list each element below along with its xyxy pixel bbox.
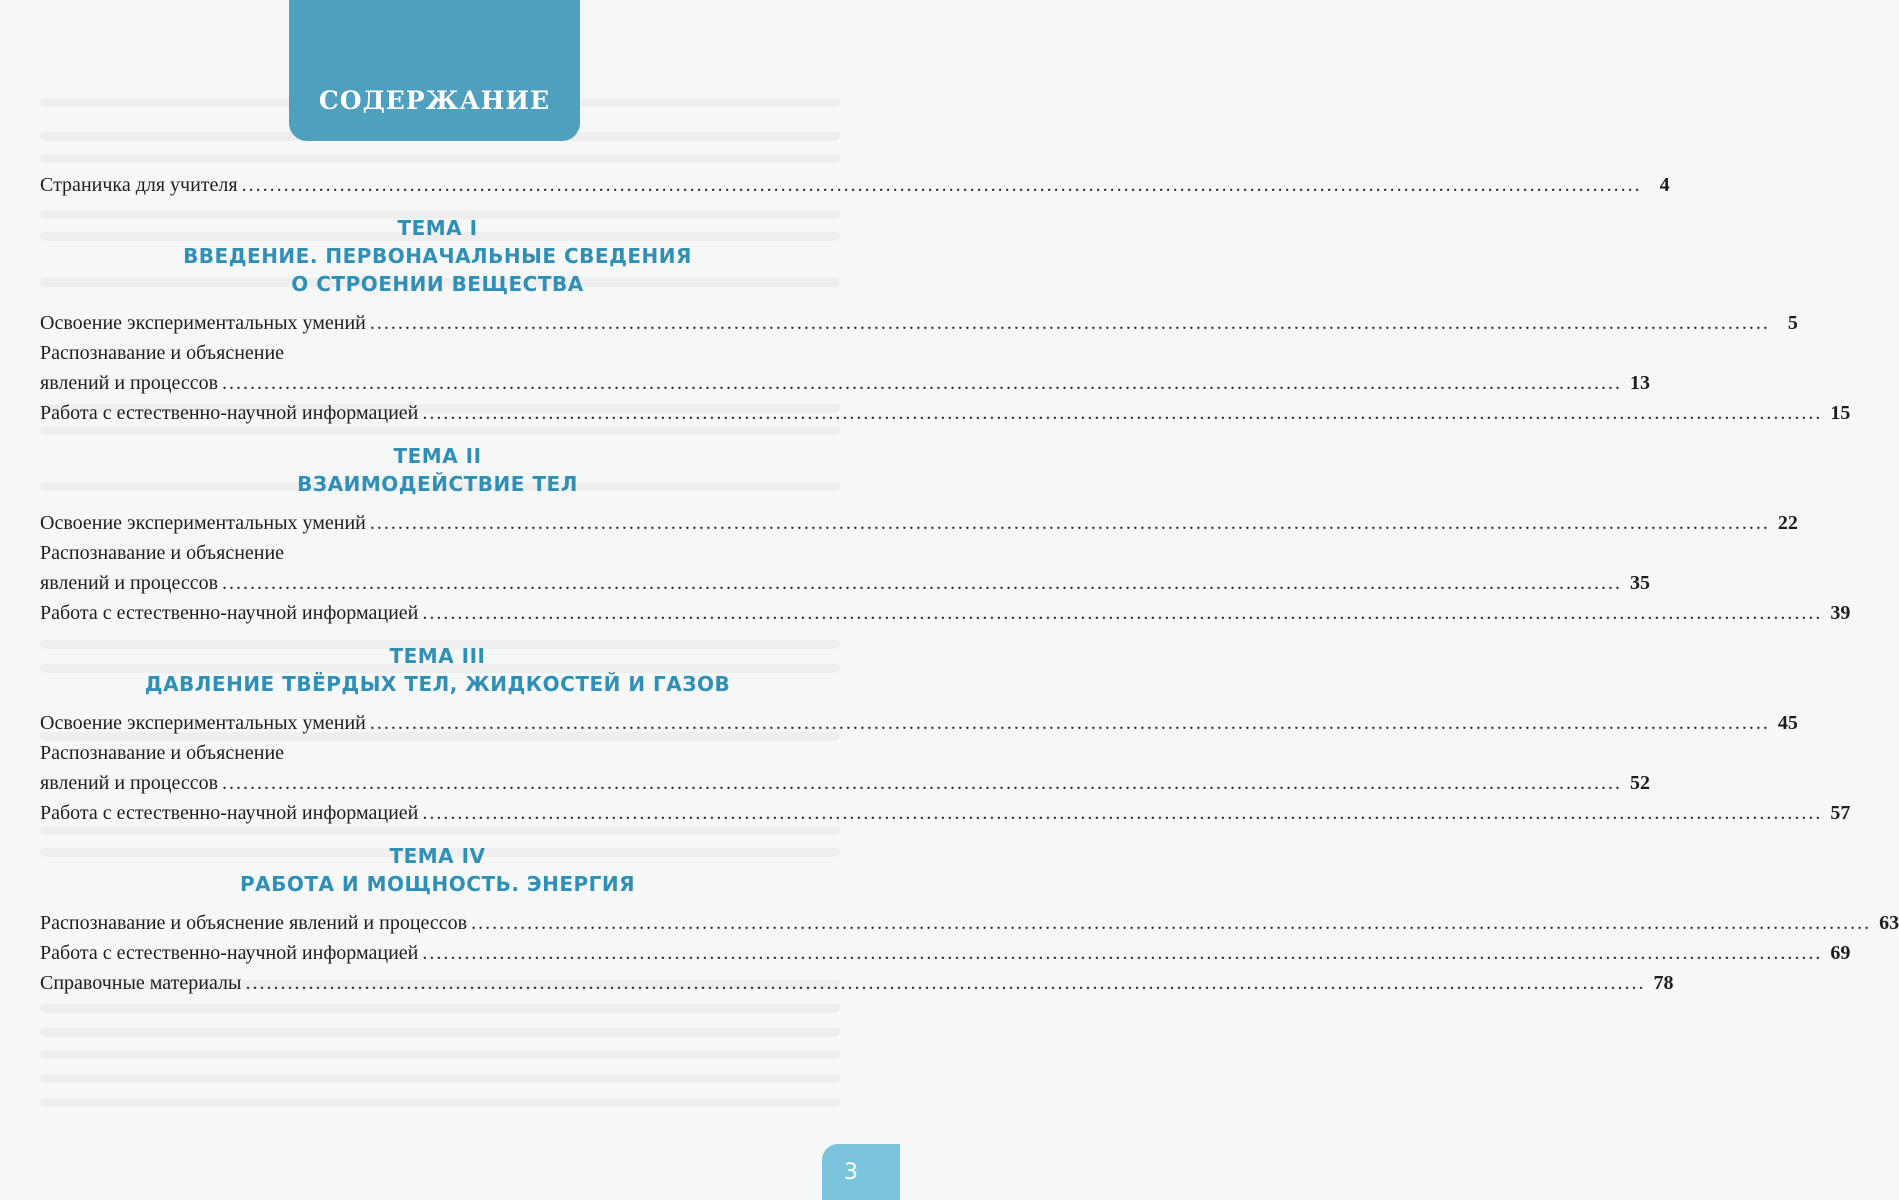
leader-dots: ........................................................................................................................................................................................................ [471, 912, 1872, 934]
contents-title: СОДЕРЖАНИЕ [318, 86, 551, 115]
leader-dots: ........................................................................................................................................................................................................ [422, 402, 1823, 424]
leader-dots: ........................................................................................................................................................................................................ [369, 312, 1770, 334]
toc-entry-page: 52 [1630, 772, 1651, 794]
toc-entry-page: 39 [1830, 602, 1851, 624]
leader-dots: ........................................................................................................................................................................................................ [369, 512, 1770, 534]
theme-title: ВВЕДЕНИЕ. ПЕРВОНАЧАЛЬНЫЕ СВЕДЕНИЯ [183, 244, 692, 268]
toc-entry-label: явлений и процессов [40, 572, 219, 594]
toc-entry-page: 78 [1653, 972, 1674, 994]
leader-dots: ........................................................................................................................................................................................................ [241, 174, 1642, 196]
toc-entry-label: Освоение экспериментальных умений [40, 312, 366, 334]
toc-entry-page: 35 [1630, 572, 1651, 594]
toc-entry-teacher-page[interactable] [40, 170, 1670, 200]
theme-title: ДАВЛЕНИЕ ТВЁРДЫХ ТЕЛ, ЖИДКОСТЕЙ И ГАЗОВ [144, 672, 731, 696]
toc-entry[interactable] [40, 708, 1798, 738]
toc-entry[interactable] [40, 508, 1798, 538]
toc-entry-label: Работа с естественно-научной информацией [40, 402, 419, 424]
leader-dots: ........................................................................................................................................................................................................ [222, 772, 1623, 794]
toc-entry-page: 45 [1777, 712, 1798, 734]
toc-entry-page: 69 [1830, 942, 1851, 964]
toc-entry-label: Страничка для учителя [40, 174, 238, 196]
toc-entry[interactable] [40, 768, 1651, 798]
theme-number: ТЕМА I [397, 216, 478, 240]
leader-dots: ........................................................................................................................................................................................................ [422, 802, 1823, 824]
page-number: 3 [844, 1159, 858, 1185]
toc-entry-label: Освоение экспериментальных умений [40, 512, 366, 534]
leader-dots: ........................................................................................................................................................................................................ [222, 372, 1623, 394]
theme-title: ВЗАИМОДЕЙСТВИЕ ТЕЛ [297, 472, 578, 496]
toc-entry-label: Освоение экспериментальных умений [40, 712, 366, 734]
toc-entry-label-line1[interactable]: Распознавание и объяснение [40, 742, 285, 764]
toc-entry[interactable] [40, 308, 1798, 338]
toc-entry[interactable] [40, 368, 1651, 398]
toc-entry[interactable] [40, 798, 1851, 828]
toc-entry-label: Справочные материалы [40, 972, 242, 994]
toc-entry-page: 13 [1630, 372, 1651, 394]
toc-entry[interactable] [40, 568, 1651, 598]
theme-number: ТЕМА II [393, 444, 482, 468]
toc-entry-label: явлений и процессов [40, 372, 219, 394]
toc-entry-page: 4 [1659, 174, 1670, 196]
leader-dots: ........................................................................................................................................................................................................ [222, 572, 1623, 594]
toc-entry-page: 5 [1787, 312, 1798, 334]
toc-entry-label: Работа с естественно-научной информацией [40, 942, 419, 964]
toc-entry-label: Работа с естественно-научной информацией [40, 602, 419, 624]
leader-dots: ........................................................................................................................................................................................................ [245, 972, 1646, 994]
toc-entry[interactable] [40, 598, 1851, 628]
table-of-contents [40, 170, 1899, 998]
leader-dots: ........................................................................................................................................................................................................ [369, 712, 1770, 734]
toc-entry-label: явлений и процессов [40, 772, 219, 794]
toc-entry[interactable] [40, 398, 1851, 428]
theme-title: О СТРОЕНИИ ВЕЩЕСТВА [291, 272, 584, 296]
toc-entry-label: Распознавание и объяснение явлений и процессов [40, 912, 468, 934]
toc-entry-label-line1[interactable]: Распознавание и объяснение [40, 342, 285, 364]
leader-dots: ........................................................................................................................................................................................................ [422, 602, 1823, 624]
page-number-tab [822, 1144, 900, 1200]
theme-number: ТЕМА III [389, 644, 486, 668]
toc-entry-label-line1[interactable]: Распознавание и объяснение [40, 542, 285, 564]
leader-dots: ........................................................................................................................................................................................................ [422, 942, 1823, 964]
toc-entry[interactable] [40, 968, 1674, 998]
toc-entry-page: 22 [1777, 512, 1798, 534]
contents-header-tab [289, 0, 580, 141]
toc-entry-page: 63 [1879, 912, 1899, 934]
theme-title: РАБОТА И МОЩНОСТЬ. ЭНЕРГИЯ [239, 872, 636, 896]
toc-entry-label: Работа с естественно-научной информацией [40, 802, 419, 824]
toc-entry[interactable] [40, 908, 1899, 938]
toc-entry-page: 15 [1830, 402, 1851, 424]
toc-entry[interactable] [40, 938, 1851, 968]
toc-entry-page: 57 [1830, 802, 1851, 824]
theme-number: ТЕМА IV [389, 844, 486, 868]
